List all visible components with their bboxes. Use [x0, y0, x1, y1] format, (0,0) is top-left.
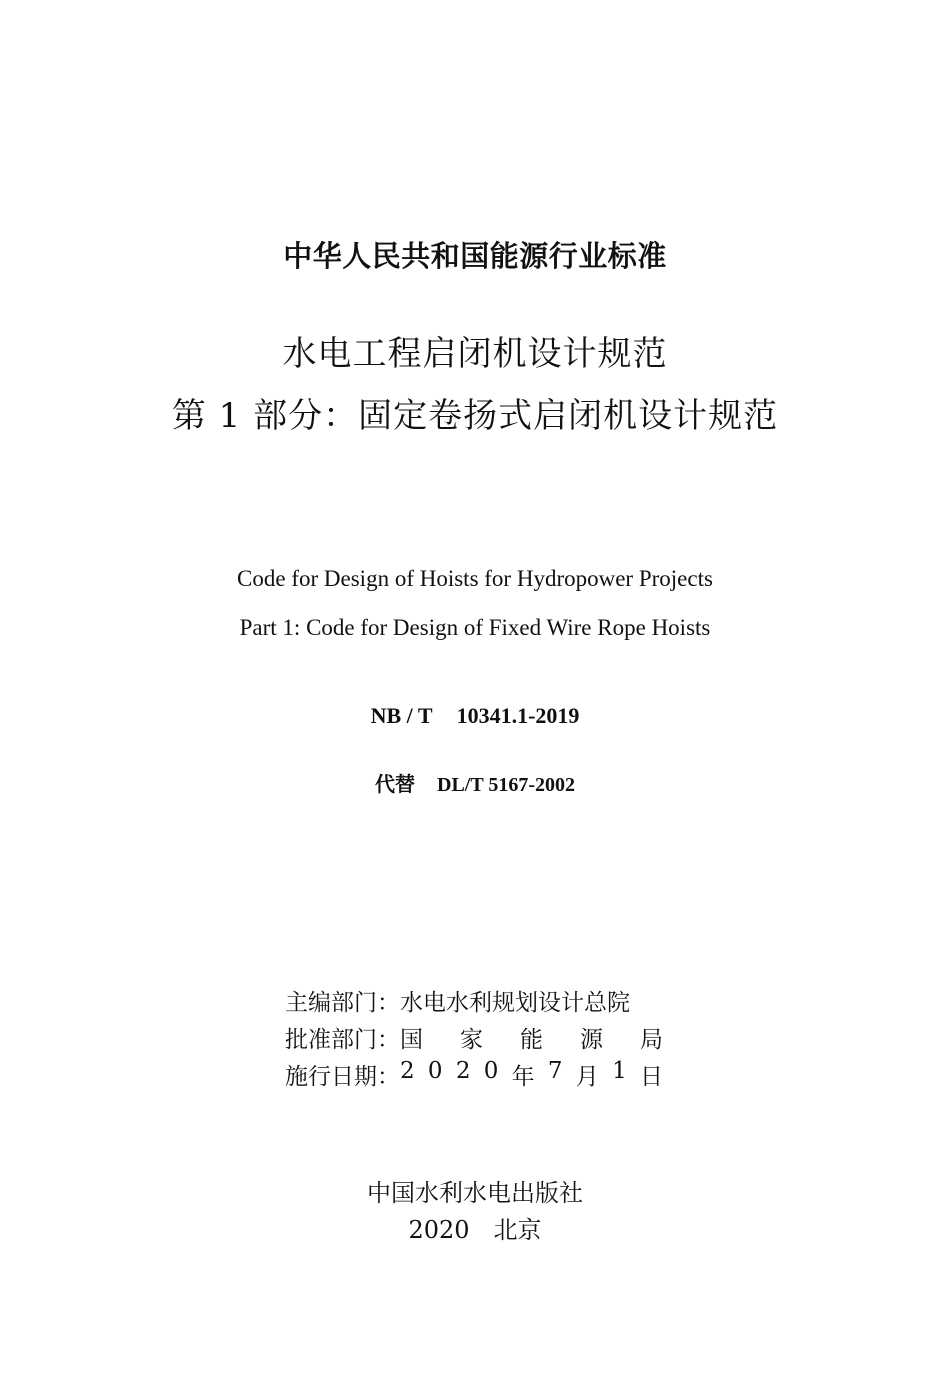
effective-date-label: 施行日期： — [285, 1064, 400, 1090]
effective-date-value — [400, 1058, 665, 1091]
editor-label: 主编部门： — [285, 990, 400, 1016]
approver-char: 能 — [520, 1027, 543, 1053]
date-char: 7 — [547, 1058, 563, 1084]
approver-char: 国 — [400, 1027, 423, 1053]
issuer-heading: 中华人民共和国能源行业标准 — [283, 239, 667, 273]
publication-metadata — [285, 982, 665, 1093]
date-char: 0 — [427, 1058, 443, 1084]
editor-value: 水电水利规划设计总院 — [400, 990, 630, 1016]
publication-city: 北京 — [493, 1216, 542, 1244]
english-title-line-1: Code for Design of Hoists for Hydropower Projects — [237, 566, 713, 591]
publisher-name: 中国水利水电出版社 — [367, 1179, 583, 1207]
english-title-line-2: Part 1: Code for Design of Fixed Wire Rope Hoists — [239, 615, 711, 640]
editor-row — [285, 982, 665, 1019]
standard-code: 10341.1-2019 — [456, 703, 580, 728]
approver-char: 家 — [460, 1027, 483, 1053]
chinese-title-line-2: 第 1 部分：固定卷扬式启闭机设计规范 — [171, 396, 779, 436]
approver-value — [400, 1021, 665, 1054]
chinese-title-line-1: 水电工程启闭机设计规范 — [282, 334, 668, 374]
approver-row — [285, 1019, 665, 1056]
publication-year-city — [0, 1210, 950, 1245]
publication-year: 2020 — [408, 1216, 470, 1244]
date-char: 1 — [612, 1058, 627, 1084]
replaces-line — [0, 768, 950, 797]
date-char: 年 — [511, 1064, 535, 1090]
date-char: 月 — [575, 1064, 599, 1090]
replaces-code: DL/T 5167-2002 — [437, 774, 575, 796]
approver-label: 批准部门： — [285, 1027, 400, 1053]
approver-char: 源 — [580, 1027, 603, 1053]
date-char: 2 — [455, 1058, 471, 1084]
replaces-label: 代替 — [375, 774, 415, 796]
approver-char: 局 — [640, 1027, 663, 1053]
standard-number — [0, 703, 950, 729]
date-char: 2 — [400, 1058, 415, 1084]
effective-date-row — [285, 1056, 665, 1093]
date-char: 0 — [483, 1058, 499, 1084]
date-char: 日 — [639, 1064, 663, 1090]
standard-prefix: NB / T — [370, 703, 433, 728]
